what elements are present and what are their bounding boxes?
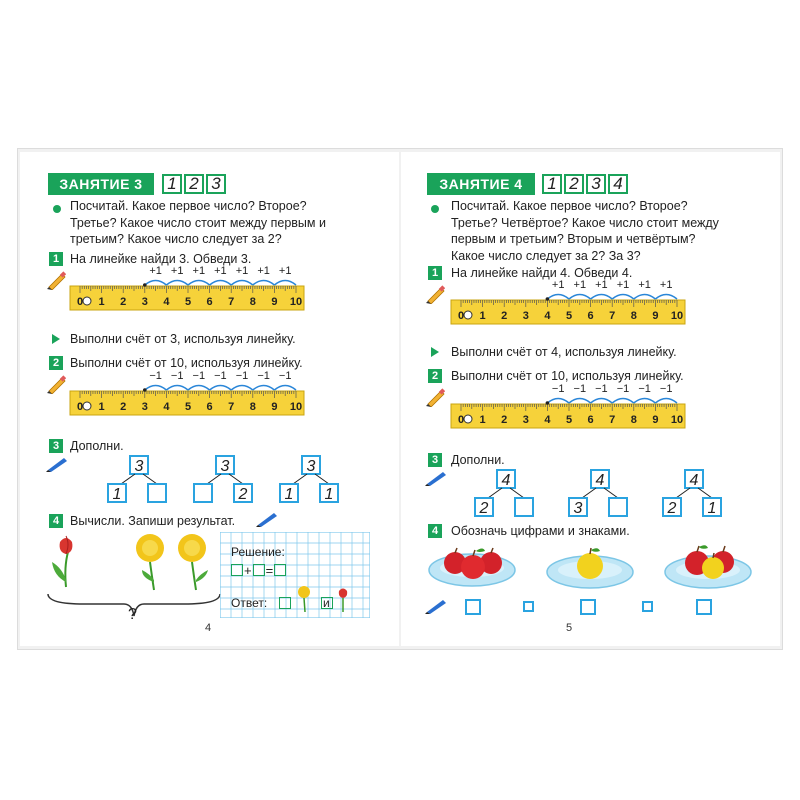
hop-arc bbox=[569, 399, 591, 404]
hop-arc bbox=[145, 281, 167, 286]
bond-line bbox=[121, 474, 135, 484]
ruler-zero-circle bbox=[83, 402, 91, 410]
plate-two-red-one-yellow-apple bbox=[663, 540, 753, 592]
ruler-tick-label: 0 bbox=[457, 310, 465, 322]
ruler-tick-label: 2 bbox=[501, 414, 508, 426]
ruler-plus bbox=[68, 264, 308, 324]
number-cells bbox=[542, 174, 628, 194]
hop-arc bbox=[253, 386, 275, 391]
task-number: 4 bbox=[428, 524, 442, 538]
number-bond bbox=[471, 468, 541, 520]
subtask-text: Выполни счёт от 4, используя линейку. bbox=[451, 345, 677, 359]
subtask-arrow-icon bbox=[431, 347, 439, 357]
hop-label: −1 bbox=[192, 370, 206, 382]
bullet-dot-icon bbox=[431, 205, 439, 213]
ruler-tick-label: 8 bbox=[630, 414, 637, 426]
hop-label: +1 bbox=[573, 279, 587, 291]
hop-label: +1 bbox=[192, 265, 206, 277]
tulip-icon bbox=[46, 532, 86, 592]
task-number: 2 bbox=[49, 356, 63, 370]
ruler-tick-label: 3 bbox=[522, 310, 529, 322]
lesson-label: ЗАНЯТИЕ 4 bbox=[427, 173, 535, 195]
hop-arc bbox=[591, 399, 613, 404]
ruler-tick-label: 9 bbox=[271, 401, 278, 413]
number-cell: 3 bbox=[586, 174, 606, 194]
hop-arc bbox=[253, 281, 275, 286]
hop-label: +1 bbox=[659, 279, 673, 291]
ruler-tick-label: 3 bbox=[141, 401, 148, 413]
ruler-tick-label: 5 bbox=[184, 296, 192, 308]
bond-part-value: 1 bbox=[324, 486, 334, 503]
ruler-tick-label: 4 bbox=[163, 296, 170, 308]
answer-label: Ответ: bbox=[231, 596, 268, 610]
hop-arc bbox=[188, 386, 210, 391]
task-number: 3 bbox=[428, 453, 442, 467]
bullet-dot-icon bbox=[53, 205, 61, 213]
hop-label: +1 bbox=[149, 265, 162, 277]
pencil-icon bbox=[46, 268, 66, 290]
bond-top-value: 4 bbox=[595, 472, 605, 489]
answer-box[interactable] bbox=[465, 599, 481, 615]
hop-label: −1 bbox=[235, 370, 249, 382]
ruler-tick-label: 7 bbox=[228, 296, 235, 308]
hop-label: −1 bbox=[214, 370, 227, 382]
bond-part-box[interactable] bbox=[148, 484, 166, 502]
pen-icon bbox=[425, 598, 447, 614]
ruler-tick-label: 2 bbox=[501, 310, 508, 322]
hop-label: −1 bbox=[573, 383, 587, 395]
answer-box[interactable] bbox=[279, 597, 291, 609]
bond-part-value: 1 bbox=[112, 486, 122, 503]
hop-label: −1 bbox=[551, 383, 565, 395]
task-text: Дополни. bbox=[451, 453, 505, 467]
ruler-tick-label: 0 bbox=[76, 296, 84, 308]
ruler-tick-label: 6 bbox=[587, 310, 594, 322]
page-number: 4 bbox=[205, 622, 212, 634]
task-text: Выполни счёт от 10, используя линейку. bbox=[451, 369, 684, 383]
ruler-tick-label: 3 bbox=[141, 296, 148, 308]
hop-arc bbox=[569, 295, 591, 300]
question-mark: ? bbox=[128, 606, 137, 623]
ruler-tick-label: 10 bbox=[289, 401, 303, 413]
number-cell: 3 bbox=[206, 174, 226, 194]
number-cell: 4 bbox=[608, 174, 628, 194]
bond-part-value: 3 bbox=[573, 500, 583, 517]
hop-arc bbox=[634, 399, 656, 404]
hop-arc bbox=[612, 295, 634, 300]
ruler-tick-label: 4 bbox=[544, 414, 551, 426]
plate-three-red-apples bbox=[427, 540, 517, 590]
number-cell: 2 bbox=[564, 174, 584, 194]
hop-label: −1 bbox=[278, 370, 292, 382]
number-bond bbox=[659, 468, 729, 520]
hop-arc bbox=[547, 295, 569, 300]
bond-top-value: 4 bbox=[501, 472, 511, 489]
number-bond bbox=[276, 454, 346, 506]
hop-label: +1 bbox=[638, 279, 651, 291]
tulip-small-icon bbox=[334, 586, 352, 614]
ruler-zero-circle bbox=[464, 415, 472, 423]
dandelions-icon bbox=[128, 532, 218, 594]
ruler-tick-label: 6 bbox=[206, 296, 213, 308]
ruler-tick-label: 5 bbox=[565, 310, 573, 322]
bond-part-box[interactable] bbox=[609, 498, 627, 516]
ruler-tick-label: 1 bbox=[98, 296, 105, 308]
answer-box[interactable] bbox=[253, 564, 265, 576]
ruler-tick-label: 10 bbox=[289, 296, 303, 308]
ruler-minus bbox=[68, 369, 308, 429]
hop-label: −1 bbox=[616, 383, 630, 395]
ruler-tick-label: 9 bbox=[271, 296, 278, 308]
ruler-tick-label: 8 bbox=[249, 401, 256, 413]
pencil-icon bbox=[425, 385, 445, 407]
number-cell: 1 bbox=[162, 174, 182, 194]
task-text: На линейке найди 3. Обведи 3. bbox=[70, 252, 252, 266]
bond-top-value: 4 bbox=[689, 472, 699, 489]
page-left bbox=[20, 152, 399, 646]
hop-label: −1 bbox=[170, 370, 184, 382]
hop-label: +1 bbox=[278, 265, 292, 277]
task-number: 1 bbox=[49, 252, 63, 266]
hop-label: −1 bbox=[595, 383, 608, 395]
task-number: 4 bbox=[49, 514, 63, 528]
task-text: Обозначь цифрами и знаками. bbox=[451, 524, 630, 538]
hop-arc bbox=[231, 386, 253, 391]
dandelion-small-icon bbox=[293, 584, 315, 614]
hop-label: −1 bbox=[659, 383, 673, 395]
ruler-tick-label: 4 bbox=[544, 310, 551, 322]
page-right bbox=[401, 152, 780, 646]
bond-line bbox=[229, 474, 243, 484]
ruler-tick-label: 10 bbox=[670, 310, 684, 322]
hop-label: +1 bbox=[170, 265, 184, 277]
solution-equation: + = bbox=[231, 562, 286, 578]
task-text: Вычисли. Запиши результат. bbox=[70, 514, 236, 528]
start-dot bbox=[546, 401, 550, 405]
ruler-tick-label: 9 bbox=[652, 310, 659, 322]
bond-line bbox=[698, 488, 712, 498]
pencil-icon bbox=[425, 282, 445, 304]
hop-arc bbox=[166, 386, 188, 391]
sign-box[interactable] bbox=[642, 601, 653, 612]
hop-label: −1 bbox=[257, 370, 270, 382]
bond-part-value: 2 bbox=[667, 500, 677, 517]
ruler-minus bbox=[449, 382, 689, 442]
pen-icon bbox=[256, 511, 278, 527]
number-cell: 2 bbox=[184, 174, 204, 194]
hop-label: −1 bbox=[149, 370, 162, 382]
hop-arc bbox=[188, 281, 210, 286]
ruler-tick-label: 5 bbox=[565, 414, 573, 426]
bond-part-value: 1 bbox=[707, 500, 717, 517]
hop-arc bbox=[166, 281, 188, 286]
task-number: 3 bbox=[49, 439, 63, 453]
hop-arc bbox=[145, 386, 167, 391]
start-dot bbox=[143, 388, 147, 392]
ruler-tick-label: 8 bbox=[249, 296, 256, 308]
ruler-tick-label: 6 bbox=[587, 414, 594, 426]
bond-part-value: 1 bbox=[284, 486, 294, 503]
solution-label: Решение: bbox=[231, 545, 285, 559]
task-text: На линейке найди 4. Обведи 4. bbox=[451, 266, 633, 280]
bond-part-value: 2 bbox=[479, 500, 489, 517]
ruler-zero-circle bbox=[464, 311, 472, 319]
number-bond bbox=[190, 454, 260, 506]
page-number: 5 bbox=[566, 622, 573, 634]
pen-icon bbox=[46, 456, 68, 472]
bond-line bbox=[582, 488, 596, 498]
number-cells bbox=[162, 174, 226, 194]
bond-part-value: 2 bbox=[238, 486, 248, 503]
plate-yellow-apple bbox=[545, 546, 635, 592]
task-text: Выполни счёт от 10, используя линейку. bbox=[70, 356, 303, 370]
bond-line bbox=[510, 488, 524, 498]
intro-text: Посчитай. Какое первое число? Второе? Третье? Какое число стоит между первым и третьим? Какое число следует за 2? bbox=[70, 199, 326, 246]
subtask-text: Выполни счёт от 3, используя линейку. bbox=[70, 332, 296, 346]
ruler-tick-label: 2 bbox=[120, 401, 127, 413]
ruler-tick-label: 4 bbox=[163, 401, 170, 413]
hop-arc bbox=[210, 386, 232, 391]
ruler-tick-label: 5 bbox=[184, 401, 192, 413]
and-word: и bbox=[323, 596, 330, 610]
hop-arc bbox=[274, 386, 296, 391]
hop-arc bbox=[655, 295, 677, 300]
ruler-tick-label: 1 bbox=[479, 414, 486, 426]
hop-arc bbox=[274, 281, 296, 286]
bond-top-value: 3 bbox=[220, 458, 230, 475]
ruler-tick-label: 3 bbox=[522, 414, 529, 426]
bond-line bbox=[143, 474, 157, 484]
ruler-tick-label: 1 bbox=[479, 310, 486, 322]
ruler-tick-label: 7 bbox=[609, 414, 616, 426]
number-bond bbox=[565, 468, 635, 520]
answer-box[interactable] bbox=[274, 564, 286, 576]
start-dot bbox=[546, 297, 550, 301]
bond-line bbox=[315, 474, 329, 484]
hop-label: −1 bbox=[638, 383, 651, 395]
hop-label: +1 bbox=[595, 279, 608, 291]
bond-part-box[interactable] bbox=[194, 484, 212, 502]
hop-label: +1 bbox=[616, 279, 630, 291]
bond-line bbox=[293, 474, 307, 484]
ruler-tick-label: 0 bbox=[76, 401, 84, 413]
hop-arc bbox=[547, 399, 569, 404]
ruler-tick-label: 8 bbox=[630, 310, 637, 322]
bond-line bbox=[488, 488, 502, 498]
answer-box[interactable] bbox=[580, 599, 596, 615]
ruler-tick-label: 0 bbox=[457, 414, 465, 426]
task-number: 2 bbox=[428, 369, 442, 383]
ruler-tick-label: 1 bbox=[98, 401, 105, 413]
number-bond bbox=[104, 454, 174, 506]
task-text: Дополни. bbox=[70, 439, 124, 453]
start-dot bbox=[143, 283, 147, 287]
pencil-icon bbox=[46, 372, 66, 394]
hop-label: +1 bbox=[257, 265, 270, 277]
ruler-tick-label: 2 bbox=[120, 296, 127, 308]
sign-box[interactable] bbox=[523, 601, 534, 612]
bond-line bbox=[604, 488, 618, 498]
hop-label: +1 bbox=[235, 265, 249, 277]
bond-top-value: 3 bbox=[134, 458, 144, 475]
ruler-zero-circle bbox=[83, 297, 91, 305]
ruler-tick-label: 10 bbox=[670, 414, 684, 426]
hop-arc bbox=[210, 281, 232, 286]
hop-arc bbox=[634, 295, 656, 300]
answer-box[interactable] bbox=[231, 564, 243, 576]
bond-part-box[interactable] bbox=[515, 498, 533, 516]
ruler-tick-label: 6 bbox=[206, 401, 213, 413]
bond-top-value: 3 bbox=[306, 458, 316, 475]
hop-arc bbox=[612, 399, 634, 404]
hop-label: +1 bbox=[214, 265, 227, 277]
hop-label: +1 bbox=[551, 279, 565, 291]
bond-line bbox=[676, 488, 690, 498]
subtask-arrow-icon bbox=[52, 334, 60, 344]
number-bonds bbox=[451, 468, 761, 520]
answer-box[interactable] bbox=[696, 599, 712, 615]
number-bonds bbox=[80, 454, 380, 506]
number-cell: 1 bbox=[542, 174, 562, 194]
task-number: 1 bbox=[428, 266, 442, 280]
lesson-label: ЗАНЯТИЕ 3 bbox=[48, 173, 154, 195]
hop-arc bbox=[655, 399, 677, 404]
ruler-tick-label: 7 bbox=[609, 310, 616, 322]
hop-arc bbox=[591, 295, 613, 300]
hop-arc bbox=[231, 281, 253, 286]
ruler-plus bbox=[449, 278, 689, 338]
bond-line bbox=[207, 474, 221, 484]
ruler-tick-label: 9 bbox=[652, 414, 659, 426]
ruler-tick-label: 7 bbox=[228, 401, 235, 413]
pen-icon bbox=[425, 470, 447, 486]
intro-text: Посчитай. Какое первое число? Второе? Третье? Четвёртое? Какое число стоит между первым и третьим? Вторым и четвёртым? Какое число следует за 2? За 3? bbox=[451, 199, 719, 263]
